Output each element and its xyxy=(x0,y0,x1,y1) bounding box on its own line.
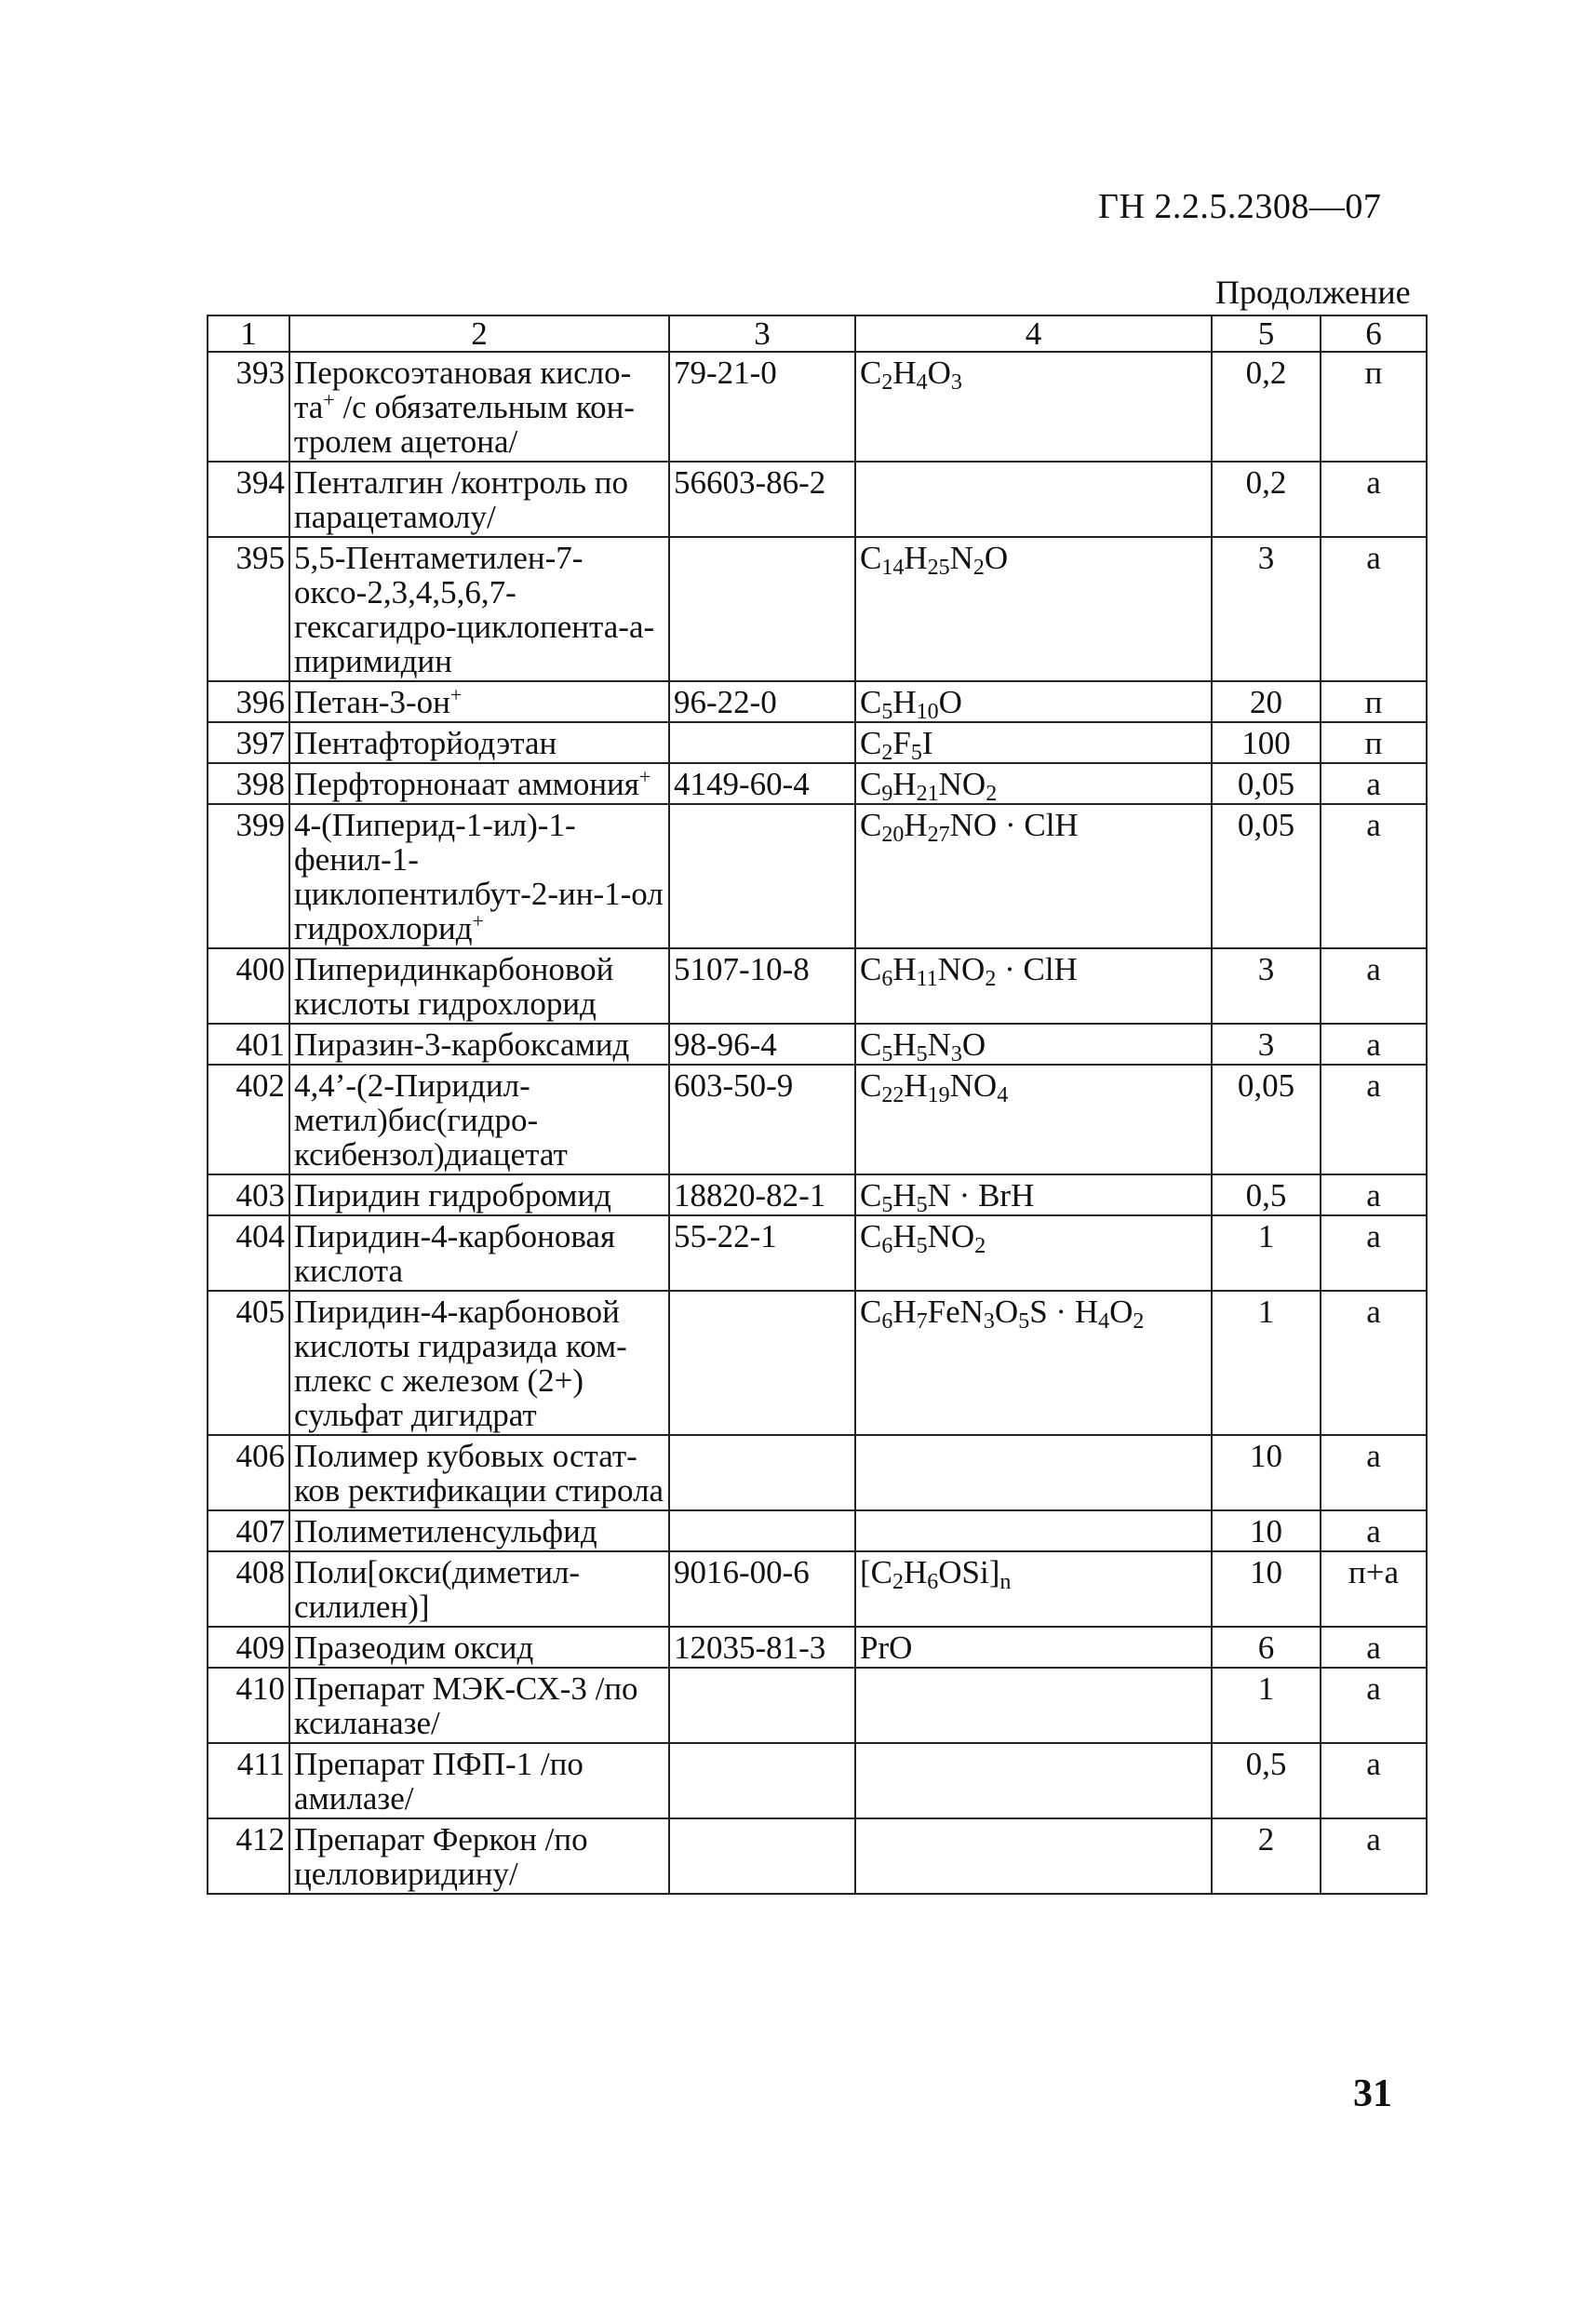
aggregate-state: а xyxy=(1321,1065,1427,1174)
substance-name: Полимер кубовых остат-ков ректификации стирола xyxy=(289,1435,669,1510)
row-number: 405 xyxy=(208,1291,289,1435)
substance-name: Празеодим оксид xyxy=(289,1627,669,1668)
substance-name: Пиридин-4-карбоновой кислоты гидразида ком-плекс с железом (2+) сульфат дигидрат xyxy=(289,1291,669,1435)
cas-number: 98-96-4 xyxy=(669,1024,855,1065)
table-row xyxy=(208,1510,1427,1551)
table-row xyxy=(208,1174,1427,1215)
row-number: 403 xyxy=(208,1174,289,1215)
row-number: 400 xyxy=(208,948,289,1024)
row-number: 411 xyxy=(208,1743,289,1818)
row-number: 401 xyxy=(208,1024,289,1065)
cas-number: 603-50-9 xyxy=(669,1065,855,1174)
cas-number: 9016-00-6 xyxy=(669,1551,855,1627)
cas-number xyxy=(669,1743,855,1818)
aggregate-state: а xyxy=(1321,1291,1427,1435)
aggregate-state: а xyxy=(1321,1668,1427,1743)
cas-number xyxy=(669,1818,855,1894)
aggregate-state: а xyxy=(1321,763,1427,804)
chemical-formula: $C_6H_{11}NO_2$ · ClH xyxy=(855,948,1212,1024)
column-header: 6 xyxy=(1321,315,1427,352)
cas-number: 55-22-1 xyxy=(669,1215,855,1291)
table-row xyxy=(208,1024,1427,1065)
cas-number: 12035-81-3 xyxy=(669,1627,855,1668)
limit-value: 0,5 xyxy=(1212,1743,1321,1818)
cas-number xyxy=(669,1510,855,1551)
aggregate-state: а xyxy=(1321,804,1427,948)
table-row xyxy=(208,1291,1427,1435)
chemical-formula xyxy=(855,1743,1212,1818)
limit-value: 6 xyxy=(1212,1627,1321,1668)
row-number: 394 xyxy=(208,462,289,537)
chemical-formula: $C_6H_5NO_2$ xyxy=(855,1215,1212,1291)
table-row xyxy=(208,462,1427,537)
table-row xyxy=(208,1743,1427,1818)
row-number: 410 xyxy=(208,1668,289,1743)
substance-name: Препарат Феркон /по целловиридину/ xyxy=(289,1818,669,1894)
aggregate-state: а xyxy=(1321,1510,1427,1551)
limit-value: 0,05 xyxy=(1212,763,1321,804)
limit-value: 1 xyxy=(1212,1291,1321,1435)
table-row xyxy=(208,1627,1427,1668)
table-row xyxy=(208,681,1427,722)
chemical-formula: $C_{14}H_{25}N_2O$ xyxy=(855,537,1212,681)
substance-name: 4,4’-(2-Пиридил-метил)бис(гидро-ксибензол)диацетат xyxy=(289,1065,669,1174)
limit-value: 0,2 xyxy=(1212,462,1321,537)
aggregate-state: а xyxy=(1321,1215,1427,1291)
aggregate-state: а xyxy=(1321,1435,1427,1510)
column-header: 4 xyxy=(855,315,1212,352)
table-row xyxy=(208,948,1427,1024)
substance-name: Препарат ПФП-1 /по амилазе/ xyxy=(289,1743,669,1818)
table-body xyxy=(208,352,1427,1894)
aggregate-state: а xyxy=(1321,948,1427,1024)
chemical-formula: $C_{20}H_{27}NO$ · ClH xyxy=(855,804,1212,948)
cas-number xyxy=(669,1291,855,1435)
page-number: 31 xyxy=(1353,2072,1392,2115)
chemical-formula xyxy=(855,1818,1212,1894)
substance-name: 5,5-Пентаметилен-7-оксо-2,3,4,5,6,7-гексагидро-циклопента-а-пиримидин xyxy=(289,537,669,681)
substance-name: Петан-3-он+ xyxy=(289,681,669,722)
aggregate-state: а xyxy=(1321,1743,1427,1818)
chemical-formula: $C_5H_{10}O$ xyxy=(855,681,1212,722)
row-number: 406 xyxy=(208,1435,289,1510)
substance-name: Препарат МЭК-СХ-3 /по ксиланазе/ xyxy=(289,1668,669,1743)
chemical-formula: $[C_2H_6OSi]_n$ xyxy=(855,1551,1212,1627)
substance-name: Пероксоэтановая кисло-та+ /с обязательным кон-тролем ацетона/ xyxy=(289,352,669,462)
row-number: 412 xyxy=(208,1818,289,1894)
limit-value: 1 xyxy=(1212,1668,1321,1743)
substance-name: Перфторнонаат аммония+ xyxy=(289,763,669,804)
limit-value: 2 xyxy=(1212,1818,1321,1894)
row-number: 395 xyxy=(208,537,289,681)
chemical-formula xyxy=(855,1668,1212,1743)
substance-name: Пентафторйодэтан xyxy=(289,722,669,763)
column-header: 5 xyxy=(1212,315,1321,352)
limit-value: 3 xyxy=(1212,948,1321,1024)
row-number: 404 xyxy=(208,1215,289,1291)
table-row xyxy=(208,537,1427,681)
substance-name: Полиметиленсульфид xyxy=(289,1510,669,1551)
aggregate-state: а xyxy=(1321,462,1427,537)
aggregate-state: а xyxy=(1321,1174,1427,1215)
chemical-formula: $C_2F_5I$ xyxy=(855,722,1212,763)
chemical-formula: $C_2H_4O_3$ xyxy=(855,352,1212,462)
aggregate-state: п xyxy=(1321,681,1427,722)
limit-value: 10 xyxy=(1212,1510,1321,1551)
column-header: 1 xyxy=(208,315,289,352)
chemical-formula: $C_{22}H_{19}NO_4$ xyxy=(855,1065,1212,1174)
cas-number: 4149-60-4 xyxy=(669,763,855,804)
row-number: 402 xyxy=(208,1065,289,1174)
table-row xyxy=(208,1668,1427,1743)
cas-number xyxy=(669,722,855,763)
table-header-row xyxy=(208,315,1427,352)
limit-value: 10 xyxy=(1212,1551,1321,1627)
limit-value: 10 xyxy=(1212,1435,1321,1510)
aggregate-state: п xyxy=(1321,722,1427,763)
substance-name: 4-(Пиперид-1-ил)-1-фенил-1-циклопентилбут-2-ин-1-ол гидрохлорид+ xyxy=(289,804,669,948)
substance-name: Поли[окси(диметил-силилен)] xyxy=(289,1551,669,1627)
table-row xyxy=(208,352,1427,462)
table-row xyxy=(208,1551,1427,1627)
row-number: 398 xyxy=(208,763,289,804)
aggregate-state: а xyxy=(1321,1818,1427,1894)
limit-value: 3 xyxy=(1212,537,1321,681)
cas-number: 79-21-0 xyxy=(669,352,855,462)
limit-value: 0,2 xyxy=(1212,352,1321,462)
table-row xyxy=(208,1215,1427,1291)
document-code: ГН 2.2.5.2308—07 xyxy=(1098,187,1382,226)
substance-name: Пиразин-3-карбоксамид xyxy=(289,1024,669,1065)
row-number: 399 xyxy=(208,804,289,948)
row-number: 396 xyxy=(208,681,289,722)
aggregate-state: п xyxy=(1321,352,1427,462)
row-number: 408 xyxy=(208,1551,289,1627)
table-row xyxy=(208,1065,1427,1174)
table-row xyxy=(208,1818,1427,1894)
substance-name: Пиридин-4-карбоновая кислота xyxy=(289,1215,669,1291)
row-number: 397 xyxy=(208,722,289,763)
limit-value: 100 xyxy=(1212,722,1321,763)
substance-name: Пенталгин /контроль по парацетамолу/ xyxy=(289,462,669,537)
chemical-formula: $C_5H_5N_3O$ xyxy=(855,1024,1212,1065)
limit-value: 0,05 xyxy=(1212,804,1321,948)
column-header: 2 xyxy=(289,315,669,352)
cas-number: 5107-10-8 xyxy=(669,948,855,1024)
limit-value: 1 xyxy=(1212,1215,1321,1291)
substance-name: Пиперидинкарбоновой кислоты гидрохлорид xyxy=(289,948,669,1024)
cas-number: 18820-82-1 xyxy=(669,1174,855,1215)
limit-value: 0,05 xyxy=(1212,1065,1321,1174)
aggregate-state: а xyxy=(1321,537,1427,681)
aggregate-state: а xyxy=(1321,1627,1427,1668)
table-row xyxy=(208,763,1427,804)
limit-value: 20 xyxy=(1212,681,1321,722)
chemical-formula: $C_6H_7FeN_3O_5S \cdot H_4O_2$ xyxy=(855,1291,1212,1435)
cas-number: 96-22-0 xyxy=(669,681,855,722)
column-header: 3 xyxy=(669,315,855,352)
row-number: 407 xyxy=(208,1510,289,1551)
chemical-formula: $C_9H_{21}NO_2$ xyxy=(855,763,1212,804)
chemical-formula xyxy=(855,462,1212,537)
cas-number xyxy=(669,1668,855,1743)
limit-value: 0,5 xyxy=(1212,1174,1321,1215)
cas-number: 56603-86-2 xyxy=(669,462,855,537)
aggregate-state: п+а xyxy=(1321,1551,1427,1627)
chemical-formula xyxy=(855,1435,1212,1510)
cas-number xyxy=(669,1435,855,1510)
row-number: 409 xyxy=(208,1627,289,1668)
chemical-formula xyxy=(855,1510,1212,1551)
chemical-formula: $C_5H_5N$ · BrH xyxy=(855,1174,1212,1215)
row-number: 393 xyxy=(208,352,289,462)
cas-number xyxy=(669,537,855,681)
continuation-label: Продолжение xyxy=(1215,274,1411,311)
table-row xyxy=(208,722,1427,763)
substance-name: Пиридин гидробромид xyxy=(289,1174,669,1215)
limit-value: 3 xyxy=(1212,1024,1321,1065)
substances-table xyxy=(207,315,1428,1895)
aggregate-state: а xyxy=(1321,1024,1427,1065)
table-row xyxy=(208,1435,1427,1510)
chemical-formula: PrO xyxy=(855,1627,1212,1668)
table-row xyxy=(208,804,1427,948)
cas-number xyxy=(669,804,855,948)
